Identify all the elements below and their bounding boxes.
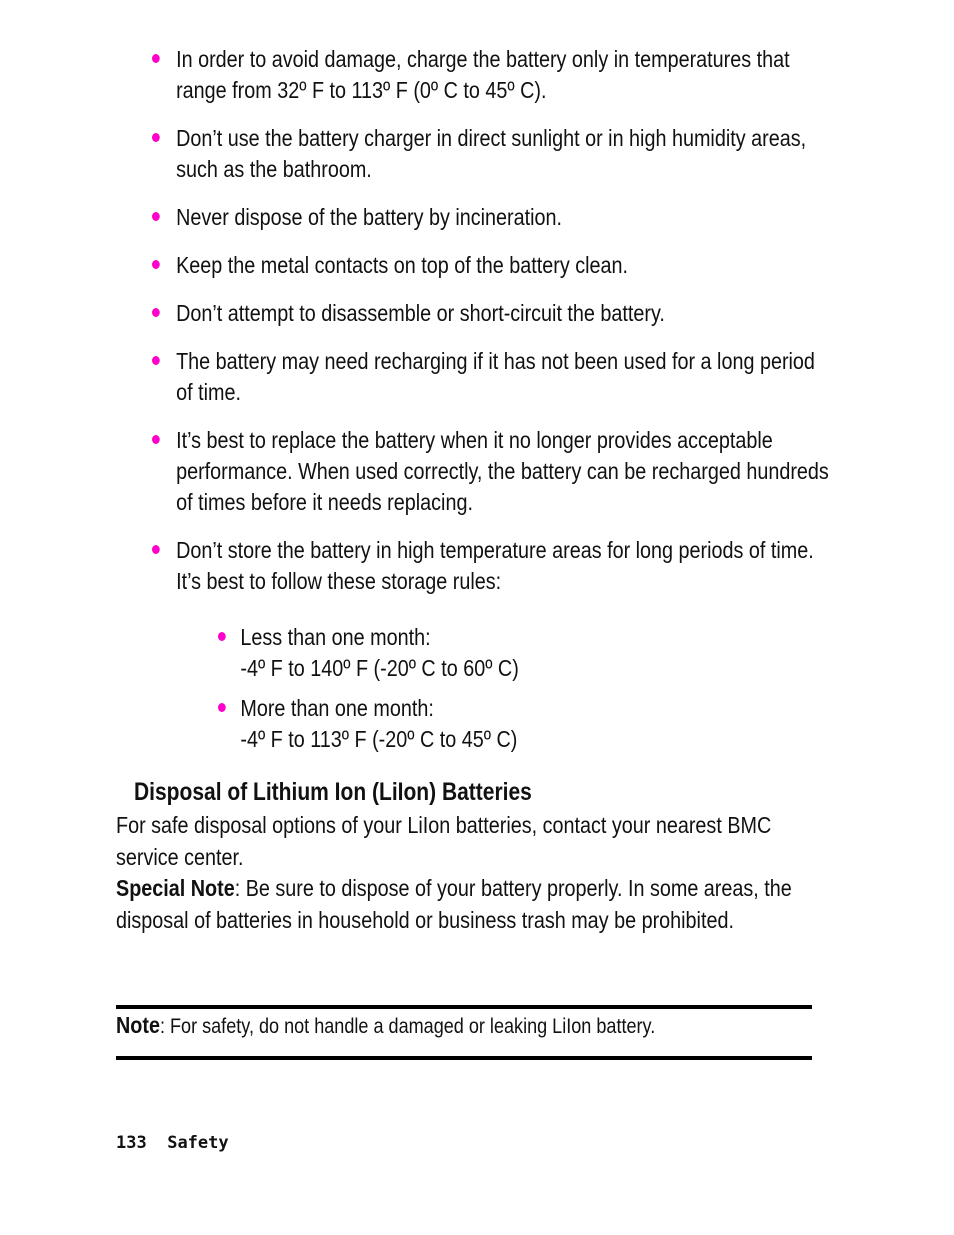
- bullet-icon: [152, 308, 160, 317]
- bullet-icon: [152, 54, 160, 63]
- storage-rule-label: Less than one month:: [240, 624, 431, 650]
- page-footer: [116, 1133, 229, 1153]
- bullet-item: Don’t attempt to disassemble or short-circuit the battery.: [152, 298, 830, 329]
- bullet-icon: [152, 545, 160, 554]
- page-number: 133: [116, 1133, 147, 1153]
- note-text: : For safety, do not handle a damaged or leaking LiIon battery.: [159, 1015, 656, 1038]
- section-heading: Disposal of Lithium Ion (LiIon) Batteries: [134, 778, 532, 806]
- safety-bullet-list: [152, 44, 832, 614]
- storage-rule-long-term: [218, 693, 670, 755]
- bullet-icon: [152, 260, 160, 269]
- storage-rule-range: -4º F to 113º F (-20º C to 45º C): [240, 726, 518, 752]
- bullet-item: Don’t use the battery charger in direct sunlight or in high humidity areas, such as the bathroom.: [152, 123, 830, 185]
- bullet-icon: [152, 133, 160, 142]
- bullet-item: Keep the metal contacts on top of the battery clean.: [152, 250, 830, 281]
- bullet-item: In order to avoid damage, charge the battery only in temperatures that range from 32º F to 113º F (0º C to 45º C).: [152, 44, 830, 106]
- note-label: Note: [116, 1012, 160, 1038]
- storage-rule-range: -4º F to 140º F (-20º C to 60º C): [240, 655, 519, 681]
- note-bottom-rule: [116, 1056, 812, 1060]
- bullet-item: The battery may need recharging if it has not been used for a long period of time.: [152, 346, 830, 408]
- disposal-paragraph: For safe disposal options of your LiIon batteries, contact your nearest BMC service center.: [116, 812, 772, 870]
- bullet-item: It’s best to replace the battery when it no longer provides acceptable performance. When used correctly, the battery can be recharged hundreds of times before it needs replacing.: [152, 425, 830, 518]
- bullet-item: Never dispose of the battery by incineration.: [152, 202, 830, 233]
- bullet-icon: [152, 356, 160, 365]
- special-note: [116, 873, 821, 936]
- storage-rule-short-term: [218, 622, 670, 684]
- bullet-icon: [218, 703, 226, 712]
- bullet-icon: [152, 212, 160, 221]
- bullet-item: Don’t store the battery in high temperature areas for long periods of time. It’s best to follow these storage rules:: [152, 535, 830, 597]
- bullet-icon: [152, 435, 160, 444]
- storage-rule-label: More than one month:: [240, 695, 434, 721]
- footer-section-name: Safety: [167, 1133, 229, 1153]
- note-top-rule: [116, 1005, 812, 1009]
- bullet-icon: [218, 632, 226, 641]
- special-note-text: : Be sure to dispose of your battery properly. In some areas, the disposal of batteries in household or business trash may be prohibited.: [116, 875, 792, 933]
- special-note-label: Special Note: [116, 875, 235, 901]
- note-box: [116, 1010, 655, 1042]
